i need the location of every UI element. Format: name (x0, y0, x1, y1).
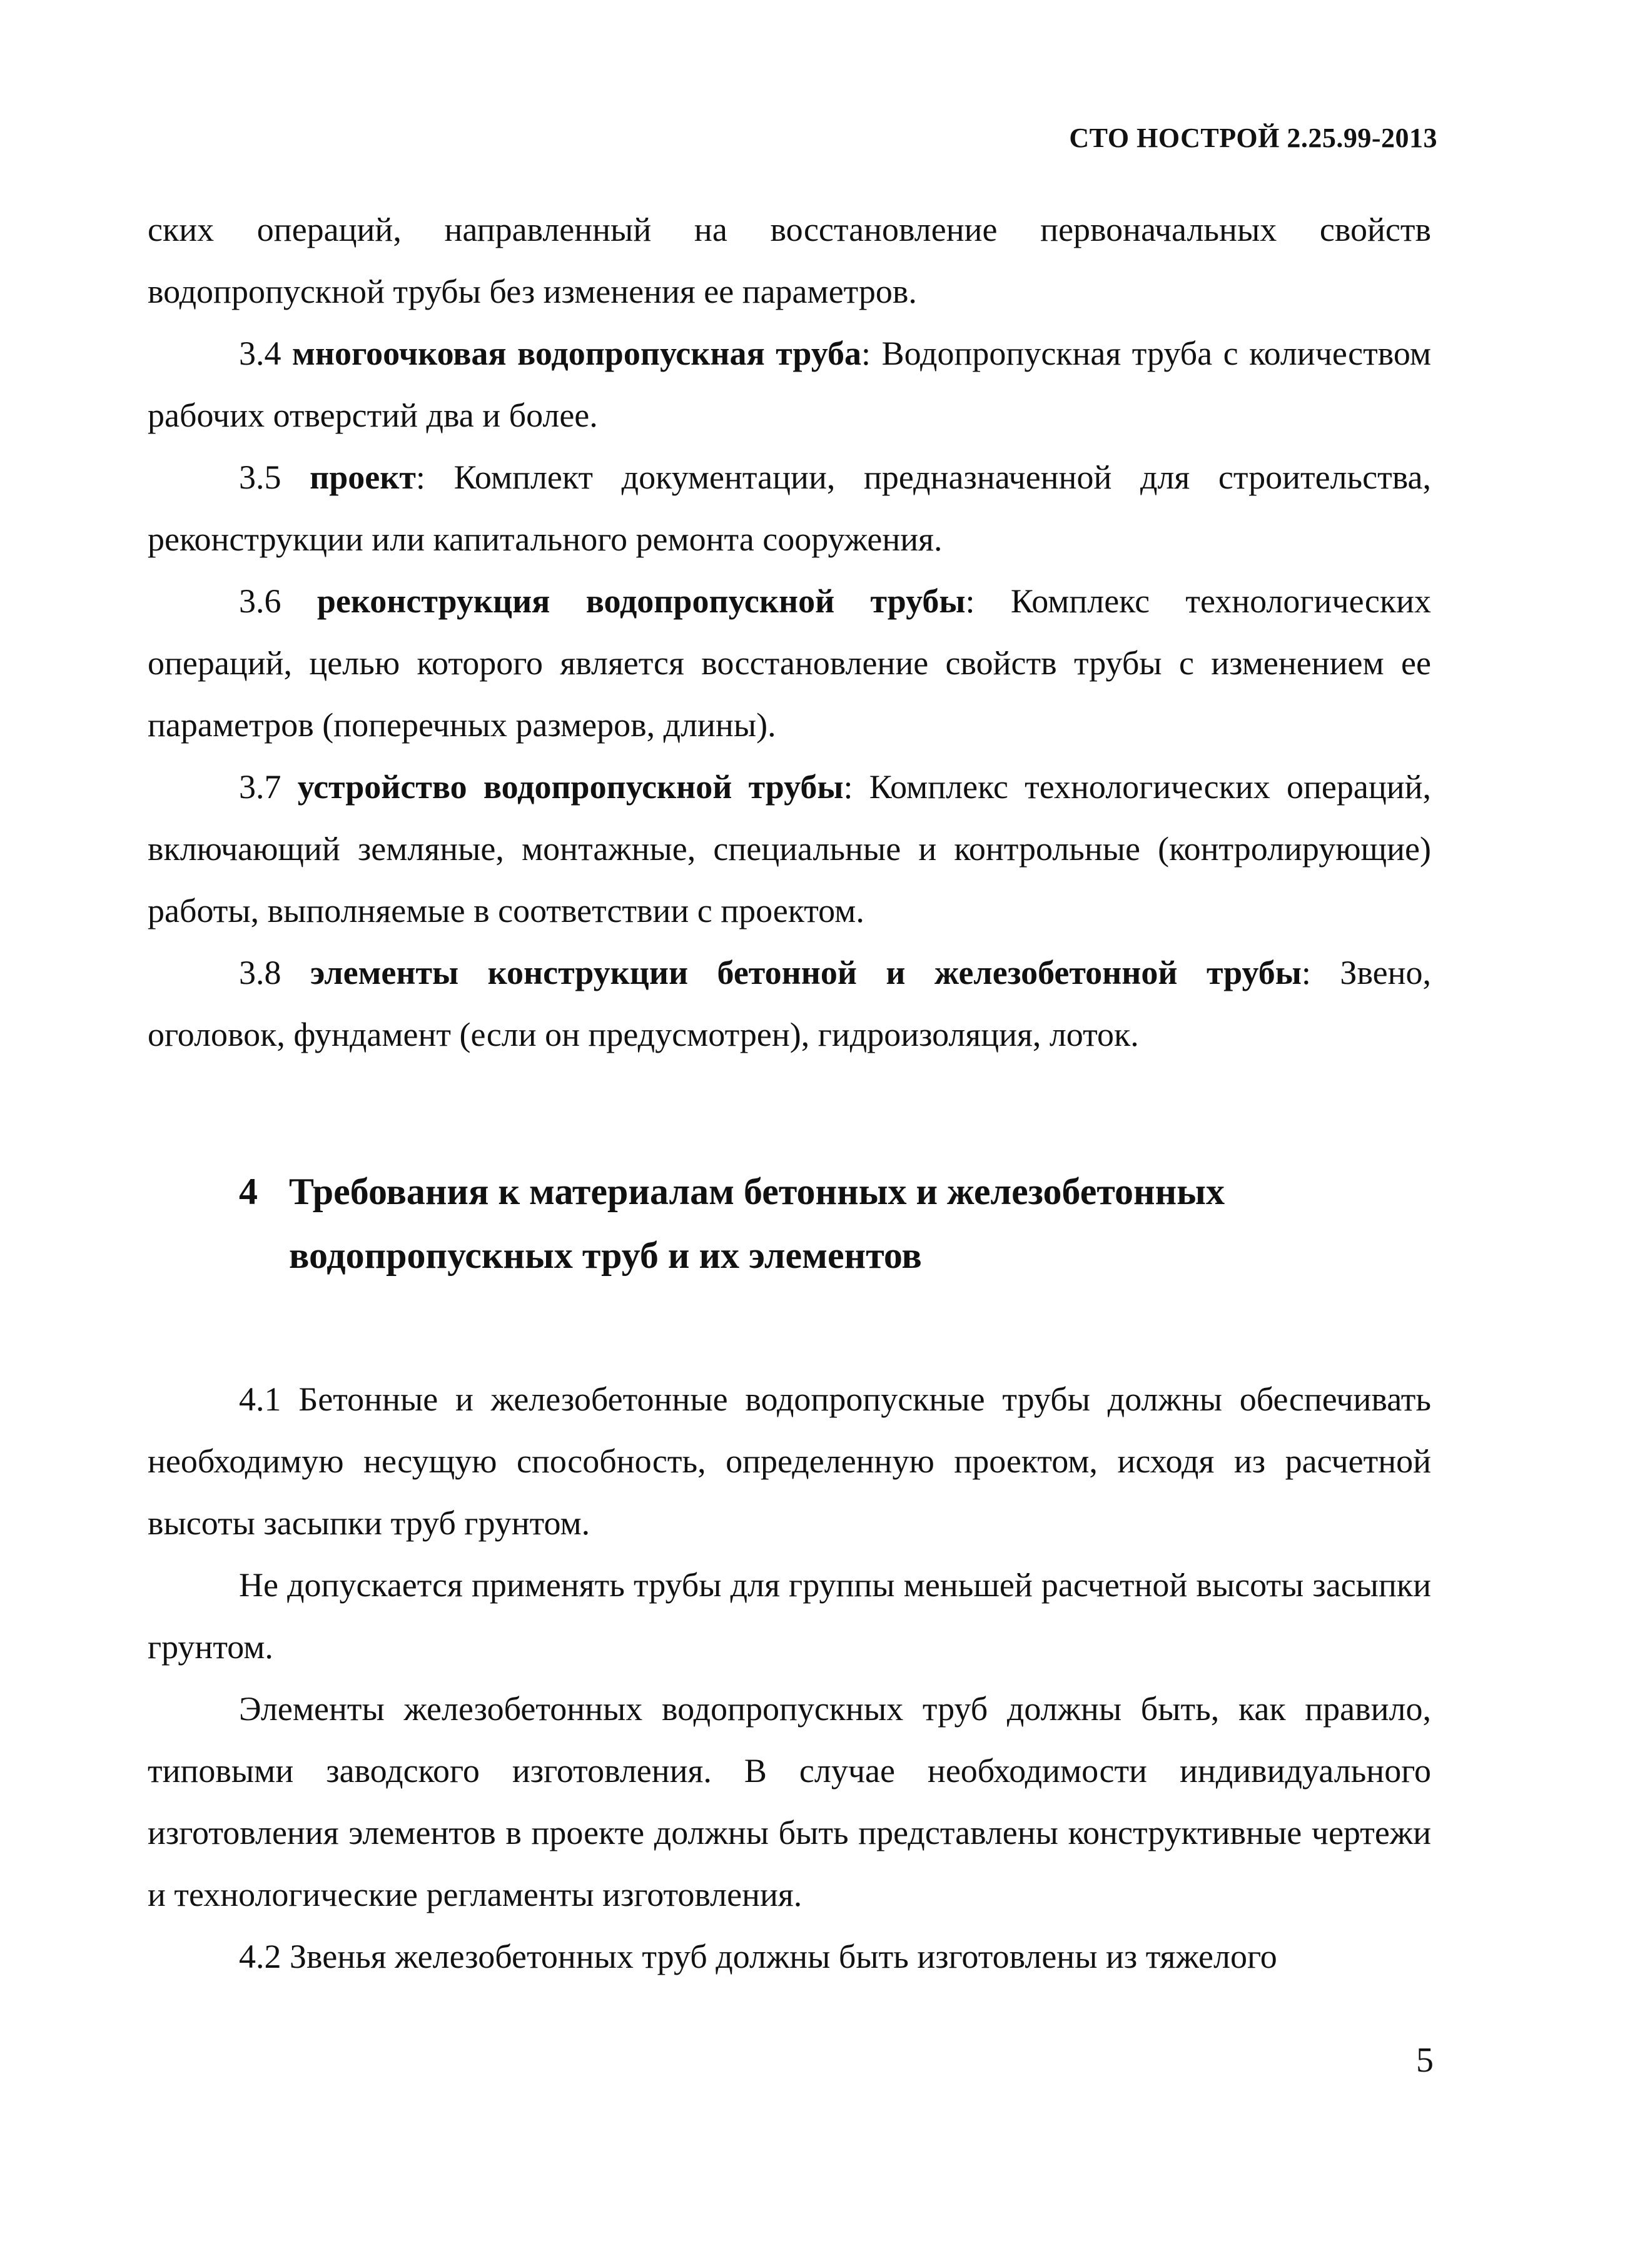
definition-text: Комплекс технологических операций, включающий земляные, монтажные, специальные и контрольные (контролирующие) работы, выполняемые в соответствии с проектом. (148, 768, 1432, 929)
definition-text: Комплект документации, предназначенной для строительства, реконструкции или капитального ремонта сооружения. (148, 458, 1432, 558)
definition-text: Водопропускная труба с количеством рабочих отверстий два и более. (148, 335, 1432, 434)
continuation-paragraph: ских операций, направленный на восстановление первоначальных свойств водопропускной трубы без изменения ее параметров. (148, 211, 1431, 310)
definition-number: 3.8 (239, 954, 281, 991)
paragraph-elements: Элементы железобетонных водопропускных труб должны быть, как правило, типовыми заводского изготовления. В случае необходимости индивидуального изготовления элементов в проекте должны быть представлены конструктивные чертежи и технологические регламенты изготовления. (148, 1690, 1431, 1913)
definition-number: 3.5 (239, 458, 281, 496)
section-title-line1: Требования к материалам бетонных и железобетонных (289, 1171, 1225, 1212)
definition-number: 3.4 (239, 335, 281, 372)
page-body (148, 199, 1431, 1988)
definition-term: многоочковая водопропускная труба (292, 335, 862, 372)
paragraph-restriction: Не допускается применять трубы для группы меньшей расчетной высоты засыпки грунтом. (148, 1566, 1431, 1666)
definition-3-6: 3.6 реконструкция водопропускной трубы: Комплекс технологических операций, целью которого является восстановление свойств трубы с изменением ее параметров (поперечных размеров, длины). (148, 582, 1431, 744)
definition-3-5: 3.5 проект: Комплект документации, предназначенной для строительства, реконструкции или капитального ремонта сооружения. (148, 458, 1432, 558)
definition-text: Комплекс технологических операций, целью которого является восстановление свойств трубы с изменением ее параметров (поперечных размеров, длины). (148, 582, 1431, 744)
section-4-heading (148, 1160, 1431, 1287)
paragraph-4-2: 4.2 Звенья железобетонных труб должны быть изготовлены из тяжелого (239, 1938, 1277, 1975)
section-title-line2: водопропускных труб и их элементов (289, 1235, 922, 1276)
paragraph-4-1: 4.1 Бетонные и железобетонные водопропускные трубы должны обеспечивать необходимую несущую способность, определенную проектом, исходя из расчетной высоты засыпки труб грунтом. (148, 1380, 1431, 1542)
page-number: 5 (1416, 2041, 1434, 2080)
definition-3-4: 3.4 многоочковая водопропускная труба: Водопропускная труба с количеством рабочих отверстий два и более. (148, 335, 1432, 434)
document-code-header: СТО НОСТРОЙ 2.25.99-2013 (1069, 123, 1437, 153)
definition-3-8: 3.8 элементы конструкции бетонной и железобетонной трубы: Звено, оголовок, фундамент (если он предусмотрен), гидроизоляция, лоток. (148, 954, 1432, 1053)
definition-term: реконструкция водопропускной трубы (316, 582, 966, 620)
definition-text: Звено, оголовок, фундамент (если он предусмотрен), гидроизоляция, лоток. (148, 954, 1432, 1053)
section-number: 4 (239, 1171, 258, 1212)
definition-3-7: 3.7 устройство водопропускной трубы: Комплекс технологических операций, включающий земляные, монтажные, специальные и контрольные (контролирующие) работы, выполняемые в соответствии с проектом. (148, 768, 1432, 929)
definition-term: элементы конструкции бетонной и железобетонной трубы (310, 954, 1302, 991)
definition-number: 3.7 (239, 768, 281, 806)
definition-term: проект (310, 458, 416, 496)
definition-number: 3.6 (239, 582, 281, 620)
definition-term: устройство водопропускной трубы (297, 768, 844, 806)
